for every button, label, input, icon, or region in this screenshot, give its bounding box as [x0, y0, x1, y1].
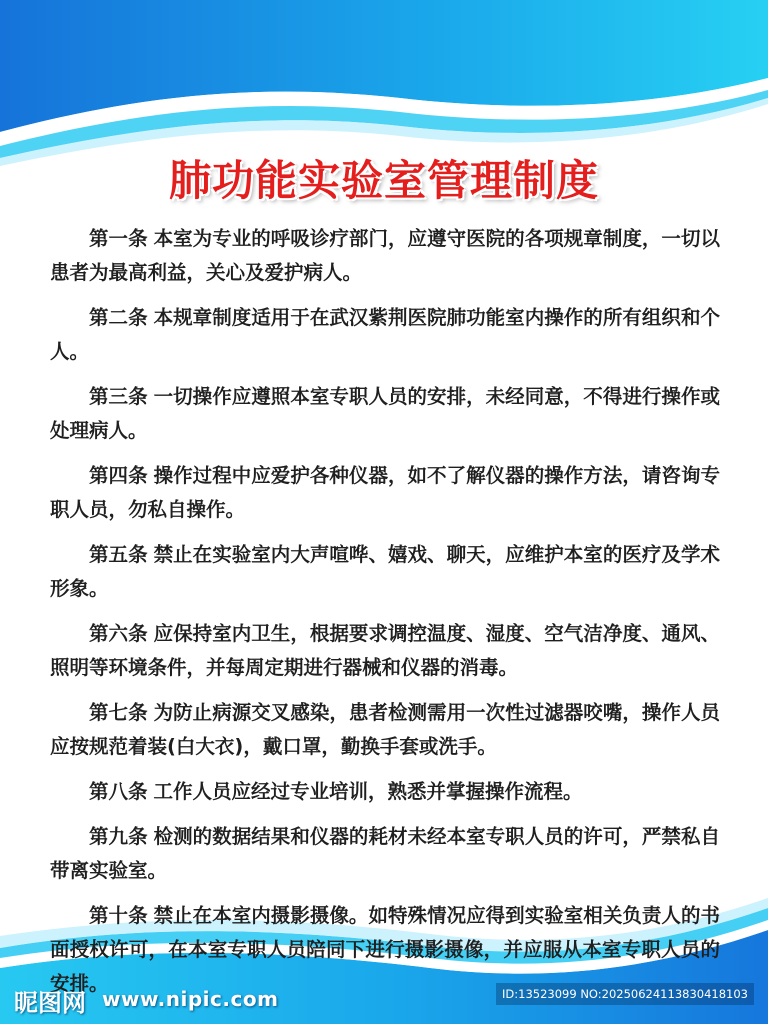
rule-text: 禁止在本室内摄影摄像。如特殊情况应得到实验室相关负责人的书面授权许可，在本室专职人员陪同下进行摄影摄像，并应服从本室专职人员的安排。	[50, 904, 720, 995]
rule-number: 第六条	[89, 622, 148, 645]
rule-text: 禁止在实验室内大声喧哗、嬉戏、聊天，应维护本室的医疗及学术形象。	[50, 543, 720, 600]
rule-item	[50, 617, 720, 685]
rules-list	[50, 222, 720, 1012]
rule-item	[50, 820, 720, 888]
rule-item	[50, 380, 720, 448]
rule-item	[50, 301, 720, 369]
rule-text: 一切操作应遵照本室专职人员的安排，未经同意，不得进行操作或处理病人。	[50, 385, 720, 442]
rule-text: 应保持室内卫生，根据要求调控温度、湿度、空气洁净度、通风、照明等环境条件，并每周定期进行器械和仪器的消毒。	[50, 622, 720, 679]
rule-item	[50, 222, 720, 290]
rule-item	[50, 696, 720, 764]
rule-text: 本室为专业的呼吸诊疗部门，应遵守医院的各项规章制度，一切以患者为最高利益，关心及爱护病人。	[50, 227, 720, 284]
watermark-url: www.nipic.com	[102, 987, 279, 1011]
rule-text: 操作过程中应爱护各种仪器，如不了解仪器的操作方法，请咨询专职人员，勿私自操作。	[50, 464, 720, 521]
rule-number: 第一条	[89, 227, 148, 250]
watermark-id-badge: ID:13523099 NO:20250624113830418103	[496, 983, 754, 1005]
rule-number: 第二条	[89, 306, 148, 329]
rule-item	[50, 459, 720, 527]
rule-text: 本规章制度适用于在武汉紫荆医院肺功能室内操作的所有组织和个人。	[50, 306, 720, 363]
rule-text: 为防止病源交叉感染，患者检测需用一次性过滤器咬嘴，操作人员应按规范着装(白大衣)，戴口罩，勤换手套或洗手。	[50, 701, 720, 758]
rule-number: 第七条	[89, 701, 148, 724]
rule-text: 工作人员应经过专业培训，熟悉并掌握操作流程。	[153, 780, 583, 803]
rule-item	[50, 775, 720, 809]
rule-number: 第九条	[89, 825, 148, 848]
rule-number: 第四条	[89, 464, 148, 487]
rule-number: 第三条	[89, 385, 148, 408]
top-wave-band	[0, 0, 768, 166]
page-title: 肺功能实验室管理制度	[168, 156, 599, 205]
watermark-logo: 昵图网	[14, 988, 86, 1017]
rule-text: 检测的数据结果和仪器的耗材未经本室专职人员的许可，严禁私自带离实验室。	[50, 825, 720, 882]
rule-item	[50, 538, 720, 606]
rule-number: 第十条	[89, 904, 148, 927]
rule-number: 第五条	[89, 543, 148, 566]
rule-number: 第八条	[89, 780, 148, 803]
